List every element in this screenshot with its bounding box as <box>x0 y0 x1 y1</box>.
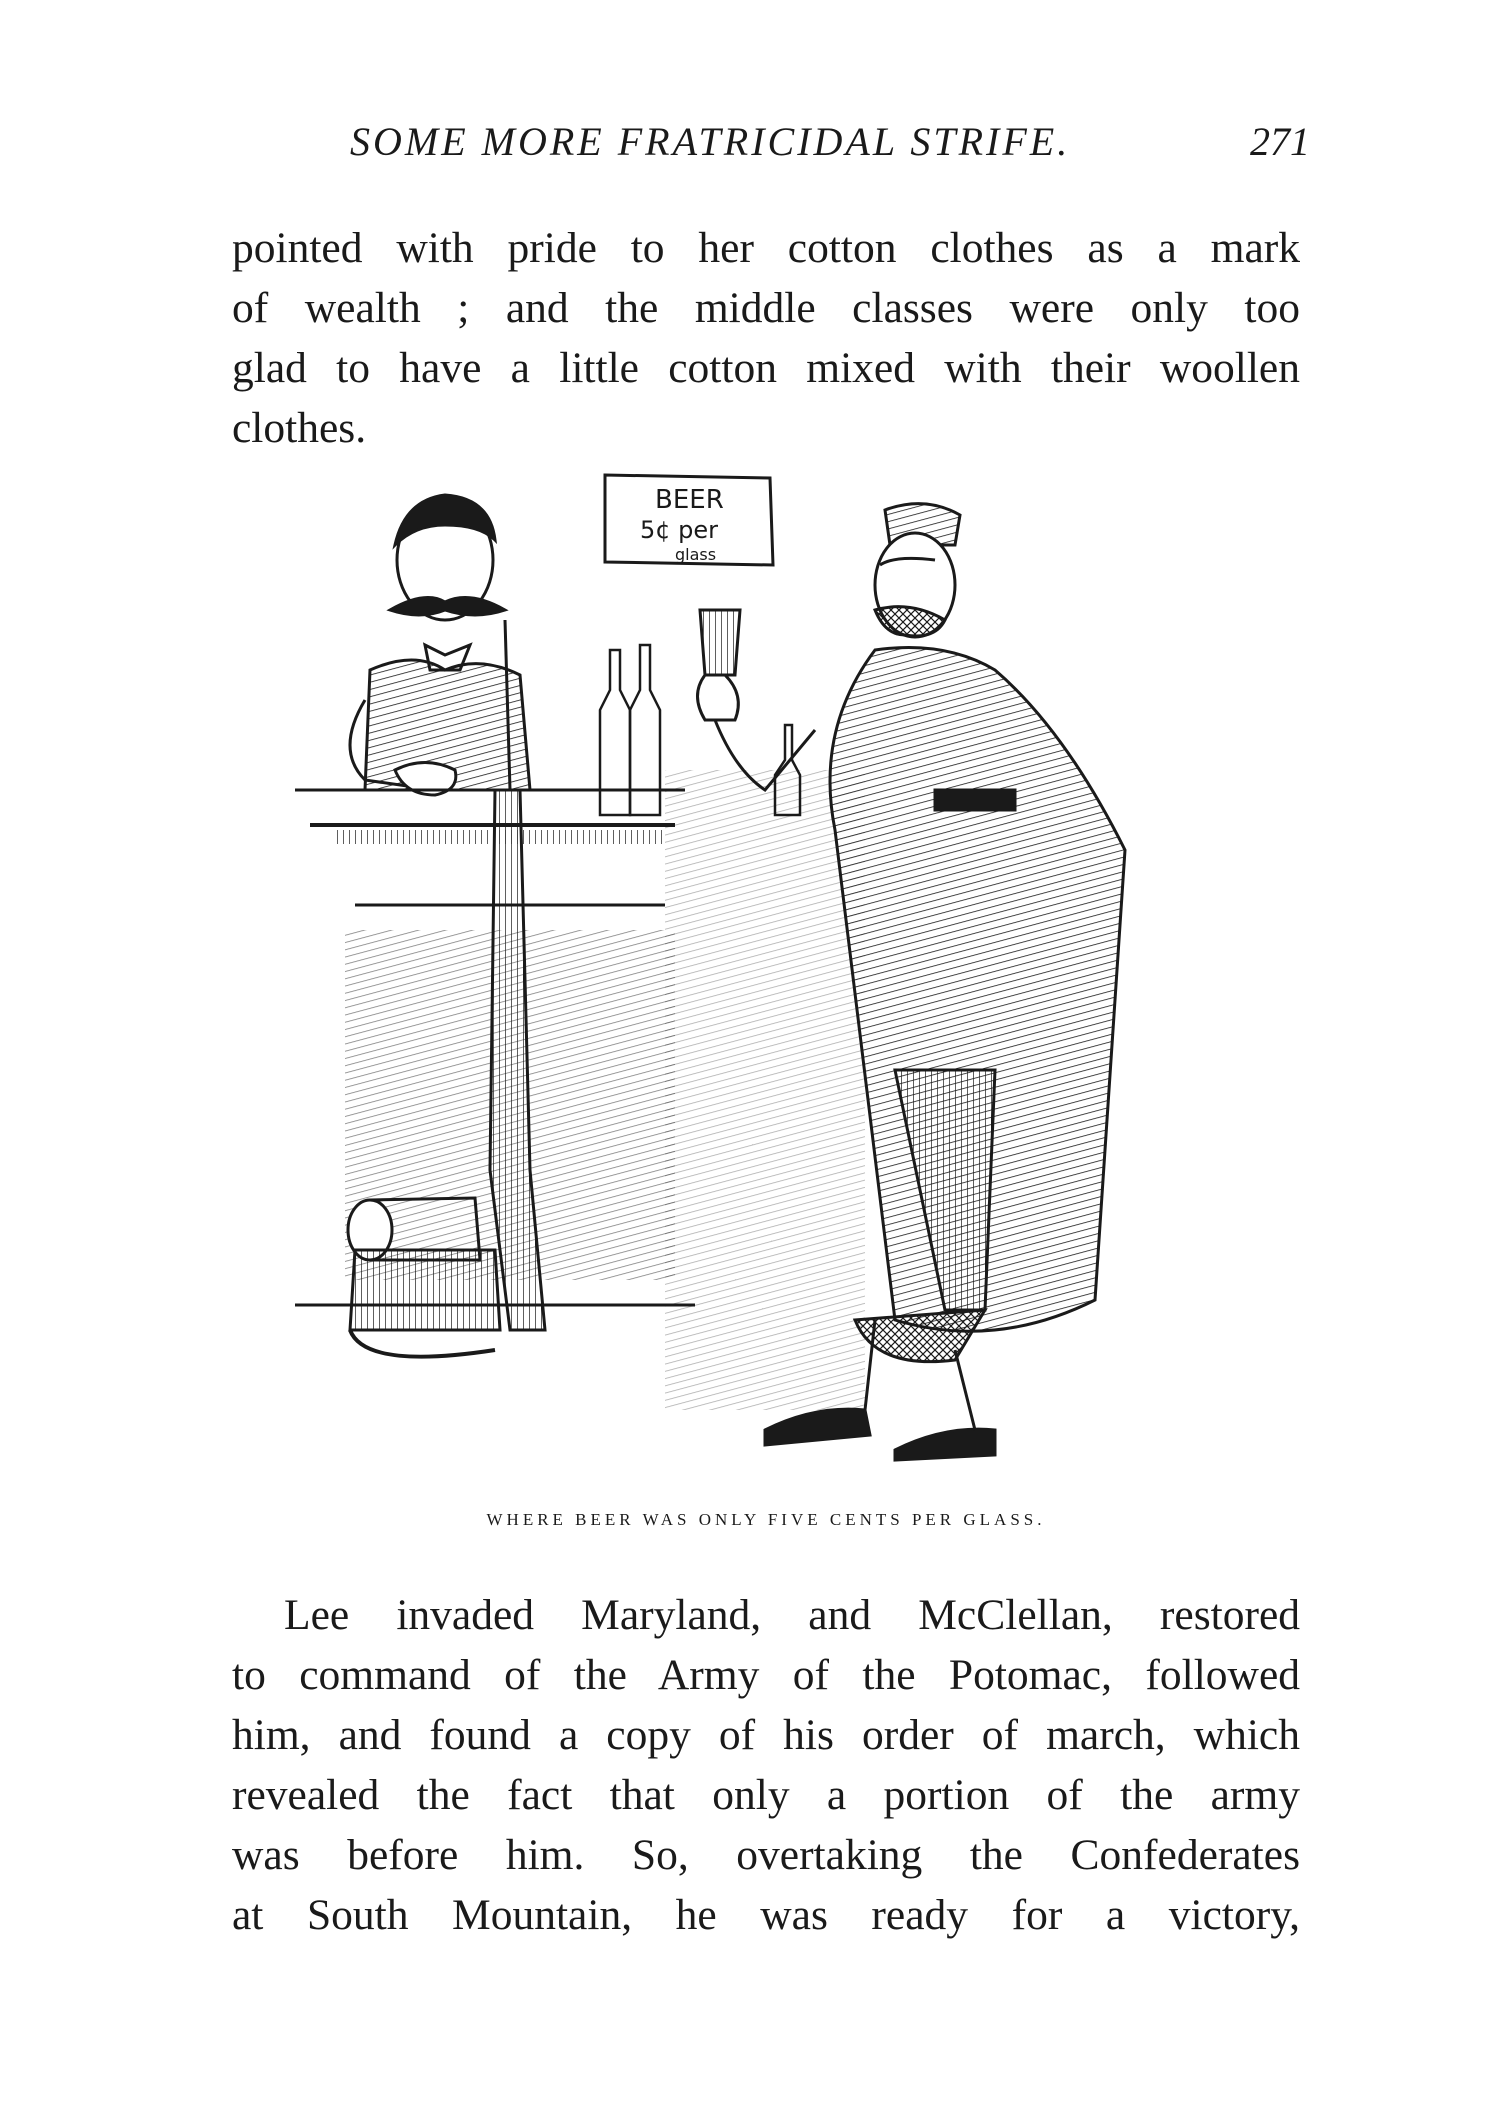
page-number: 271 <box>1250 119 1310 164</box>
text-line: of wealth ; and the middle classes were only too <box>232 284 1300 332</box>
illustration-caption: WHERE BEER WAS ONLY FIVE CENTS PER GLASS. <box>486 1510 1046 1529</box>
paragraph-2 <box>232 1585 1300 1945</box>
doorway-shading <box>665 770 865 1410</box>
running-head <box>350 118 1310 178</box>
text-line: revealed the fact that only a portion of the army <box>232 1771 1300 1819</box>
running-head-title: SOME MORE FRATRICIDAL STRIFE. <box>350 119 1071 164</box>
text-line: glad to have a little cotton mixed with their woollen <box>232 344 1300 392</box>
text-line: at South Mountain, he was ready for a victory, <box>232 1891 1300 1939</box>
text-line: clothes. <box>232 404 367 452</box>
sign-line-3: glass <box>675 545 717 564</box>
text-line: to command of the Army of the Potomac, followed <box>232 1651 1300 1699</box>
illustration-bar-scene <box>295 470 1215 1505</box>
sign-line-2: 5¢ per <box>640 516 719 544</box>
beer-sign <box>605 475 773 565</box>
bartender-figure <box>350 495 530 795</box>
text-line: him, and found a copy of his order of march, which <box>232 1711 1300 1759</box>
text-line: was before him. So, overtaking the Confederates <box>232 1831 1300 1879</box>
sign-line-1: BEER <box>655 485 724 515</box>
text-line: pointed with pride to her cotton clothes as a mark <box>232 224 1300 272</box>
text-line: Lee invaded Maryland, and McClellan, restored <box>284 1591 1300 1639</box>
paragraph-1 <box>232 218 1300 458</box>
